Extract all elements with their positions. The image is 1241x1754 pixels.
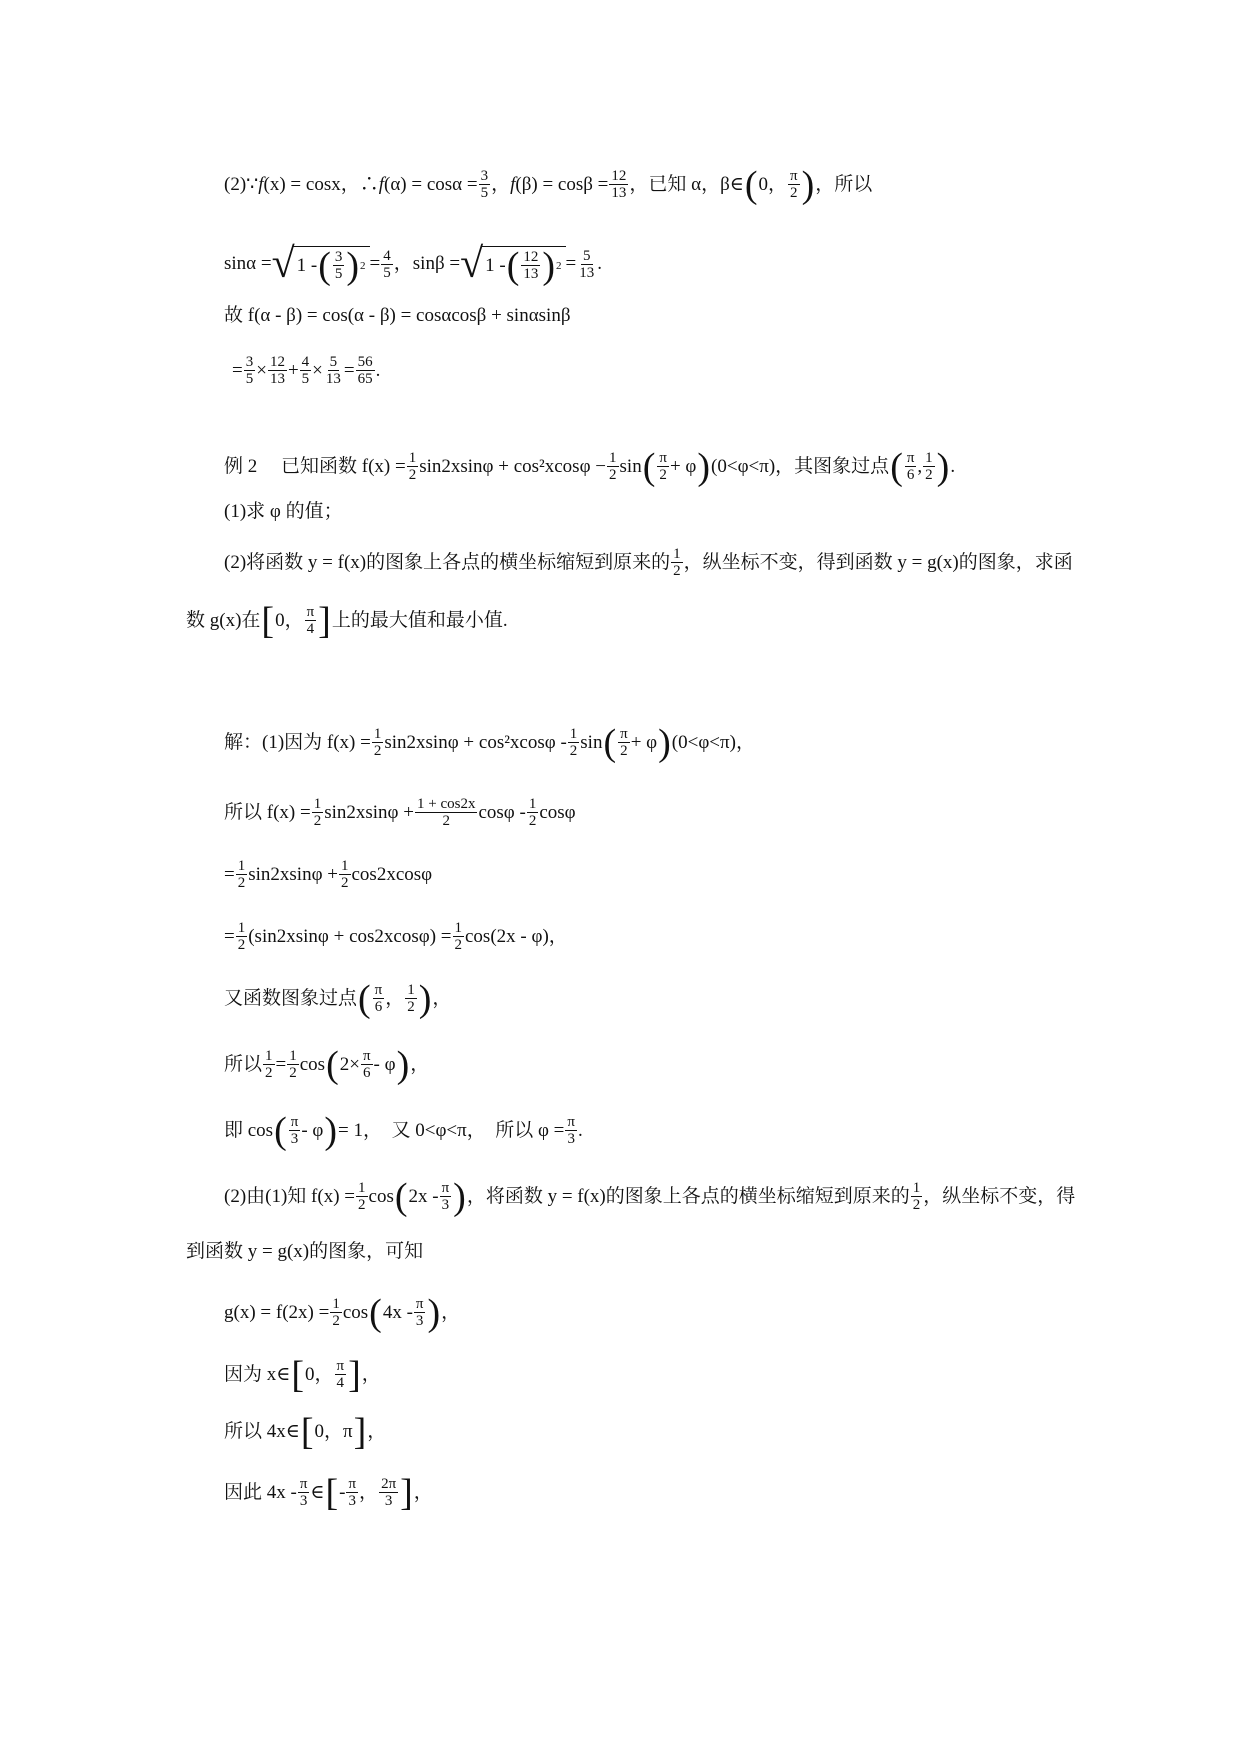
text: 所以 f(x) = bbox=[224, 801, 311, 823]
text: × bbox=[256, 359, 267, 381]
fraction: $\frac{1}{2}$ bbox=[332, 1296, 340, 1329]
text: = bbox=[275, 1053, 287, 1075]
text: = bbox=[565, 253, 577, 274]
text: (0<φ<π)，其图象过点 bbox=[711, 455, 890, 477]
example2-q1 bbox=[224, 498, 343, 526]
text: 4x - bbox=[382, 1301, 413, 1323]
text: ， bbox=[491, 173, 511, 195]
text: = 1， 又 0<φ<π， 所以 φ = bbox=[338, 1119, 565, 1141]
text: sin2xsinφ + cos²xcosφ - bbox=[384, 731, 567, 753]
fraction: $\frac{2\pi}{3}$ bbox=[381, 1476, 397, 1509]
fraction: $\frac{1}{2}$ bbox=[313, 796, 322, 829]
text: ， bbox=[413, 1481, 433, 1503]
solution-part2-line-6: 因此 4x - $\frac{\pi}{3}$ ∈ [ - $\frac{\pi}{3}$ ， $\frac{2\pi}{3}$ ] ， bbox=[224, 1471, 433, 1514]
text: . bbox=[577, 1119, 583, 1141]
fraction: $\frac{1}{2}$ bbox=[237, 920, 246, 953]
text: ， bbox=[361, 1363, 381, 1385]
text: ∈ bbox=[310, 1481, 325, 1503]
text: ，所以 bbox=[815, 173, 873, 195]
text: . bbox=[597, 253, 602, 274]
text: 所以 4x∈ bbox=[224, 1421, 300, 1442]
text: ，纵坐标不变，得到函数 y = g(x)的图象，求函 bbox=[683, 551, 1073, 573]
solution-part2-line-1: (2)由(1)知 f(x) = $\frac{1}{2}$ cos ( 2x - $\frac{\pi}{3}$ ) ，将函数 y = f(x)的图象上各点的横坐标缩短到原来的 $\frac{1}{2}$ ，纵坐标不变，得 bbox=[224, 1175, 1076, 1218]
solution-line-3 bbox=[224, 858, 432, 891]
text: 到函数 y = g(x)的图象，可知 bbox=[186, 1241, 424, 1262]
text: (sin2xsinφ + cos2xcosφ) = bbox=[248, 925, 452, 947]
sqrt-icon: √ bbox=[271, 241, 295, 287]
text: (2)∵ bbox=[224, 173, 259, 195]
fraction: $\frac{\pi}{2}$ bbox=[790, 168, 798, 201]
fraction: $\frac{1}{2}$ bbox=[373, 726, 382, 759]
text: ， bbox=[385, 987, 405, 1009]
fraction: $\frac{5}{13}$ bbox=[579, 247, 595, 281]
text: f bbox=[510, 173, 516, 195]
fraction: $\frac{5}{13}$ bbox=[325, 354, 341, 387]
text: ， bbox=[367, 1421, 387, 1442]
text: sin bbox=[619, 455, 642, 477]
solution-line-6: 所以 $\frac{1}{2}$ = $\frac{1}{2}$ cos ( 2× $\frac{\pi}{6}$ - φ ) ， bbox=[224, 1043, 430, 1086]
text: + φ bbox=[669, 455, 697, 477]
text: + φ bbox=[630, 731, 658, 753]
text: sinα = bbox=[224, 253, 272, 274]
fraction: $\frac{\pi}{4}$ bbox=[306, 604, 315, 637]
paren-glyph: ( bbox=[744, 163, 758, 206]
fraction: $\frac{1}{2}$ bbox=[289, 1048, 297, 1081]
fraction: $\frac{1}{2}$ bbox=[673, 546, 681, 579]
text: 0， bbox=[304, 1363, 334, 1385]
text: sin bbox=[580, 731, 603, 753]
fraction: $\frac{\pi}{3}$ bbox=[441, 1180, 450, 1213]
text: 因此 4x - bbox=[224, 1481, 297, 1503]
text: 例 2 已知函数 f(x) = bbox=[224, 455, 406, 477]
text: . bbox=[375, 359, 381, 381]
text: 0， bbox=[758, 173, 787, 195]
text: (β) = cosβ = bbox=[515, 173, 609, 195]
radicand: 1 - ( $\frac{3}{5}$ ) 2 bbox=[293, 246, 370, 282]
text: = bbox=[224, 925, 235, 947]
fraction: $\frac{1}{2}$ bbox=[237, 858, 246, 891]
text: = bbox=[369, 253, 381, 274]
text: 2× bbox=[339, 1053, 360, 1075]
text: + bbox=[287, 359, 299, 381]
fraction: $\frac{1 + \cos 2x}{2}$ bbox=[416, 796, 476, 829]
text: 2x - bbox=[408, 1185, 439, 1207]
text: cosφ - bbox=[478, 801, 526, 823]
line-sin-values bbox=[224, 241, 602, 287]
text: ， bbox=[359, 1481, 379, 1503]
paren-glyph: ) bbox=[801, 163, 815, 206]
fraction: $\frac{1}{2}$ bbox=[358, 1180, 366, 1213]
text: ，将函数 y = f(x)的图象上各点的横坐标缩短到原来的 bbox=[466, 1185, 910, 1207]
line-part2-cos bbox=[224, 163, 873, 206]
fraction: $\frac{\pi}{3}$ bbox=[299, 1476, 308, 1509]
text: 故 f(α - β) = cos(α - β) = cosαcosβ + sinαsinβ bbox=[224, 305, 571, 326]
text: ， bbox=[432, 987, 452, 1009]
text: sin2xsinφ + bbox=[248, 863, 338, 885]
fraction: $\frac{4}{5}$ bbox=[383, 247, 391, 281]
text: ，纵坐标不变，得 bbox=[923, 1185, 1076, 1207]
text: 数 g(x)在 bbox=[186, 609, 261, 631]
text: ， bbox=[410, 1053, 430, 1075]
text: cos2xcosφ bbox=[351, 863, 433, 885]
text: - bbox=[339, 1481, 346, 1503]
text: 因为 x∈ bbox=[224, 1363, 291, 1385]
fraction: $\frac{\pi}{6}$ bbox=[374, 982, 383, 1015]
text: sin2xsinφ + cos²xcosφ − bbox=[419, 455, 607, 477]
text: - φ bbox=[301, 1119, 324, 1141]
fraction: $\frac{\pi}{2}$ bbox=[620, 726, 628, 759]
fraction: $\frac{\pi}{3}$ bbox=[290, 1114, 299, 1147]
fraction: $\frac{12}{13}$ bbox=[269, 354, 285, 387]
text: 即 cos bbox=[224, 1119, 274, 1141]
line-cos-diff bbox=[224, 302, 571, 330]
text: (1)求 φ 的值； bbox=[224, 501, 343, 522]
fraction: $\frac{1}{2}$ bbox=[609, 450, 617, 483]
fraction: $\frac{1}{2}$ bbox=[341, 858, 349, 891]
radicand: 1 - ( $\frac{12}{13}$ ) 2 bbox=[481, 246, 565, 282]
text: f bbox=[258, 173, 264, 195]
text: , bbox=[917, 455, 923, 477]
fraction: $\frac{\pi}{3}$ bbox=[348, 1476, 357, 1509]
fraction: $\frac{\pi}{6}$ bbox=[906, 450, 915, 483]
solution-part2-line-4: 因为 x∈ [ 0， $\frac{\pi}{4}$ ] ， bbox=[224, 1353, 381, 1396]
text: (α) = cosα = bbox=[384, 173, 478, 195]
text: sin2xsinφ + bbox=[324, 801, 414, 823]
solution-part2-line-5: 所以 4x∈ [ 0，π ] ， bbox=[224, 1411, 387, 1453]
text: cos(2x - φ)， bbox=[465, 925, 568, 947]
text: (2)由(1)知 f(x) = bbox=[224, 1185, 356, 1207]
fraction: $\frac{\pi}{3}$ bbox=[415, 1296, 424, 1329]
text: . bbox=[950, 455, 956, 477]
text: 所以 bbox=[224, 1053, 263, 1075]
text: g(x) = f(2x) = bbox=[224, 1301, 330, 1323]
fraction: $\frac{\pi}{3}$ bbox=[567, 1114, 575, 1147]
text: × bbox=[312, 359, 323, 381]
solution-line-2 bbox=[224, 796, 576, 829]
fraction: $\frac{12}{13}$ bbox=[611, 168, 627, 201]
solution-line-1: 解：(1)因为 f(x) = $\frac{1}{2}$ sin2xsinφ + cos²xcosφ - $\frac{1}{2}$ sin ( $\frac{\pi}{2}$ + φ ) (0<φ<π)， bbox=[224, 721, 755, 764]
text: ， bbox=[441, 1301, 461, 1323]
fraction: $\frac{1}{2}$ bbox=[407, 982, 415, 1015]
text: 0， bbox=[275, 609, 304, 631]
solution-part2-line-2 bbox=[186, 1238, 423, 1266]
text: (2)将函数 y = f(x)的图象上各点的横坐标缩短到原来的 bbox=[224, 551, 671, 573]
text: = bbox=[343, 359, 355, 381]
example2-q2 bbox=[224, 546, 1073, 579]
solution-part2-line-3: g(x) = f(2x) = $\frac{1}{2}$ cos ( 4x - $\frac{\pi}{3}$ ) ， bbox=[224, 1291, 461, 1334]
text: (x) = cosx，∴ bbox=[263, 173, 379, 195]
text: = bbox=[232, 359, 243, 381]
fraction: $\frac{3}{5}$ bbox=[480, 168, 489, 201]
fraction: $\frac{1}{2}$ bbox=[454, 920, 462, 953]
solution-line-7: 即 cos ( $\frac{\pi}{3}$ - φ ) = 1， 又 0<φ<π， 所以 φ = $\frac{\pi}{3}$ . bbox=[224, 1109, 583, 1152]
text: ，已知 α，β∈ bbox=[629, 173, 744, 195]
fraction: $\frac{4}{5}$ bbox=[301, 354, 310, 387]
fraction: $\frac{1}{2}$ bbox=[265, 1048, 273, 1081]
text: 解：(1)因为 f(x) = bbox=[224, 731, 371, 753]
fraction: $\frac{1}{2}$ bbox=[569, 726, 578, 759]
fraction: $\frac{1}{2}$ bbox=[925, 450, 933, 483]
text: cos bbox=[342, 1301, 369, 1323]
line-result bbox=[232, 354, 380, 387]
text: f bbox=[378, 173, 385, 195]
fraction: $\frac{\pi}{4}$ bbox=[336, 1358, 345, 1391]
solution-line-4 bbox=[224, 920, 568, 953]
text: = bbox=[224, 863, 235, 885]
text: cos bbox=[299, 1053, 326, 1075]
text: 又函数图象过点 bbox=[224, 987, 358, 1009]
fraction: $\frac{56}{65}$ bbox=[357, 354, 373, 387]
text: - φ bbox=[373, 1053, 396, 1075]
text: 上的最大值和最小值. bbox=[331, 609, 508, 631]
text: (0<φ<π)， bbox=[671, 731, 755, 753]
fraction: $\frac{1}{2}$ bbox=[408, 450, 417, 483]
text: cosφ bbox=[539, 801, 576, 823]
fraction: $\frac{1}{2}$ bbox=[528, 796, 537, 829]
text: cos bbox=[368, 1185, 394, 1207]
example2-statement: 例 2 已知函数 f(x) = $\frac{1}{2}$ sin2xsinφ + cos²xcosφ − $\frac{1}{2}$ sin ( $\frac{\pi}{2}$ + φ ) (0<φ<π)，其图象过点 ( $\frac{\pi}{6}$ , $\frac{1}{2}$ ) . bbox=[224, 445, 956, 488]
sqrt-icon: √ bbox=[460, 241, 484, 287]
text: 0，π bbox=[314, 1421, 353, 1442]
fraction: $\frac{3}{5}$ bbox=[245, 354, 254, 387]
fraction: $\frac{\pi}{6}$ bbox=[362, 1048, 371, 1081]
solution-line-5: 又函数图象过点 ( $\frac{\pi}{6}$ ， $\frac{1}{2}$ ) ， bbox=[224, 977, 452, 1020]
text: ，sinβ = bbox=[393, 253, 461, 274]
example2-q2-cont: 数 g(x)在 [ 0， $\frac{\pi}{4}$ ] 上的最大值和最小值. bbox=[186, 599, 508, 642]
fraction: $\frac{\pi}{2}$ bbox=[659, 450, 667, 483]
fraction: $\frac{1}{2}$ bbox=[912, 1180, 921, 1213]
